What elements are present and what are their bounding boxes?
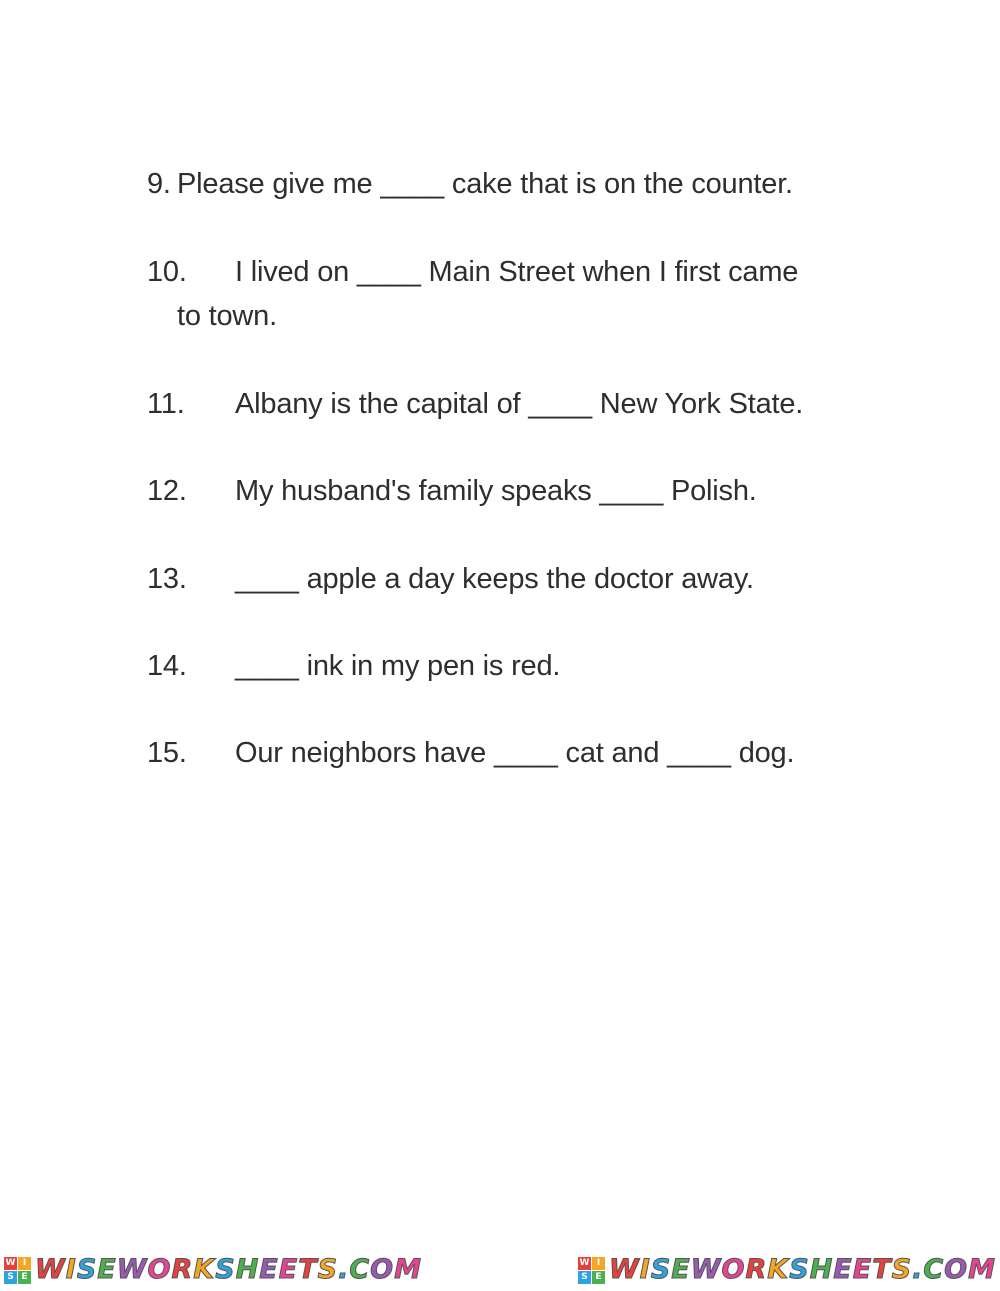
brand-letter: S	[215, 1254, 236, 1285]
brand-letter: E	[852, 1254, 873, 1285]
question-number: 13.	[147, 563, 187, 595]
question-number: 14.	[147, 650, 187, 682]
logo-icon	[4, 1257, 31, 1284]
logo-cell: I	[592, 1257, 605, 1270]
logo-cell: W	[5, 1257, 16, 1268]
question-text: Please give me ____ cake that is on the counter.	[177, 168, 793, 200]
brand-letter: C	[349, 1254, 371, 1285]
brand-text	[35, 1252, 422, 1288]
brand-letter: I	[639, 1254, 651, 1285]
footer-banner	[0, 1252, 1000, 1288]
question-number: 15.	[147, 737, 187, 769]
brand-letter: E	[278, 1254, 299, 1285]
question-text-continuation: to town.	[177, 300, 277, 332]
question-text: My husband's family speaks ____ Polish.	[235, 475, 757, 507]
brand-letter: T	[298, 1254, 318, 1285]
brand-text	[609, 1252, 996, 1288]
brand-letter: H	[235, 1254, 260, 1285]
question-text: Our neighbors have ____ cat and ____ dog.	[235, 737, 795, 769]
brand-letter: W	[690, 1254, 722, 1285]
brand-letter: O	[370, 1254, 395, 1285]
question-number: 10.	[147, 256, 187, 288]
brand-letter: .	[338, 1254, 350, 1285]
brand-letter: .	[912, 1254, 924, 1285]
brand-letter: O	[147, 1254, 172, 1285]
brand-letter: O	[721, 1254, 746, 1285]
question-text: Albany is the capital of ____ New York State.	[235, 388, 804, 420]
brand-letter: W	[116, 1254, 148, 1285]
brand-letter: S	[789, 1254, 810, 1285]
brand-letter: W	[35, 1254, 66, 1285]
brand-letter: S	[76, 1254, 98, 1285]
logo-cell: S	[4, 1271, 17, 1284]
brand-letter: S	[650, 1254, 672, 1285]
question-text: ____ ink in my pen is red.	[235, 650, 561, 682]
brand-letter: S	[891, 1254, 913, 1285]
brand-letter: C	[923, 1254, 945, 1285]
brand-letter: H	[809, 1254, 834, 1285]
logo-cell: E	[592, 1271, 605, 1284]
brand-letter: R	[171, 1254, 194, 1285]
question-text: ____ apple a day keeps the doctor away.	[235, 563, 754, 595]
question-number: 9.	[147, 168, 171, 200]
question-text: I lived on ____ Main Street when I first came	[235, 256, 799, 288]
brand-letter: I	[65, 1254, 77, 1285]
brand-letter: M	[394, 1254, 422, 1285]
logo-icon	[578, 1257, 605, 1284]
brand-left	[4, 1252, 422, 1288]
logo-cell: E	[18, 1271, 31, 1284]
brand-letter: E	[833, 1254, 853, 1285]
question-number: 12.	[147, 475, 187, 507]
brand-letter: O	[944, 1254, 969, 1285]
brand-right	[578, 1252, 996, 1288]
question-number: 11.	[147, 388, 185, 420]
brand-letter: R	[745, 1254, 768, 1285]
brand-letter: E	[97, 1254, 117, 1285]
brand-letter: T	[872, 1254, 892, 1285]
brand-letter: E	[259, 1254, 279, 1285]
brand-letter: W	[609, 1254, 640, 1285]
brand-letter: K	[767, 1254, 790, 1285]
brand-letter: M	[968, 1254, 996, 1285]
logo-cell: W	[579, 1257, 590, 1268]
brand-letter: S	[317, 1254, 339, 1285]
brand-letter: E	[671, 1254, 691, 1285]
logo-cell: I	[18, 1257, 31, 1270]
logo-cell: S	[578, 1271, 591, 1284]
brand-letter: K	[193, 1254, 216, 1285]
